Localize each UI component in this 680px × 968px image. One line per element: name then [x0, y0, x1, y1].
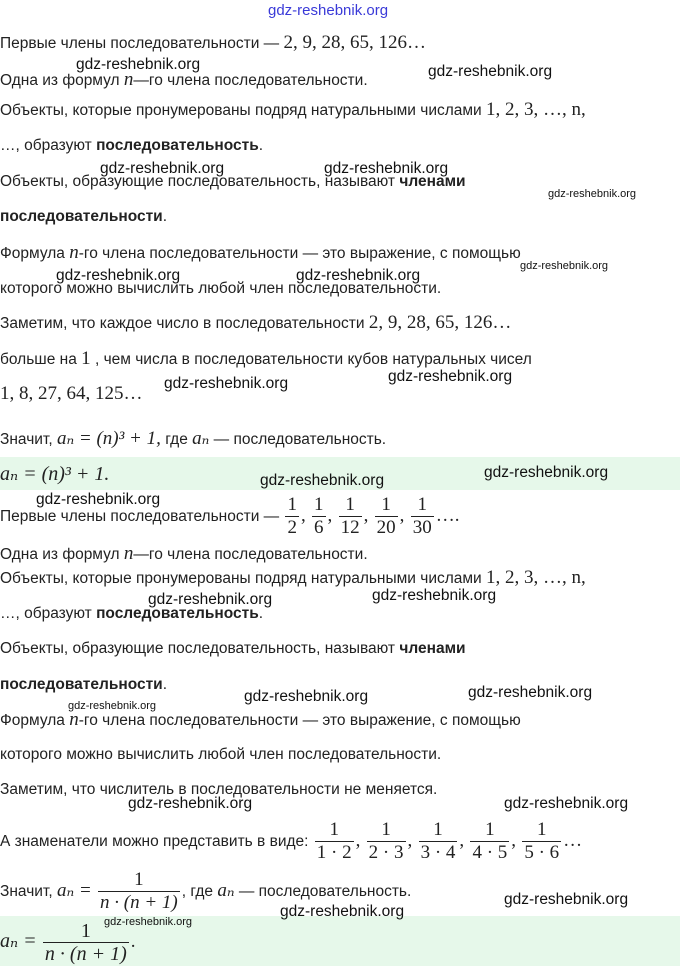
formula-one-line-2: Одна из формул n—го члена последовательности.: [0, 543, 368, 564]
watermark: gdz-reshebnik.org: [260, 472, 385, 489]
sequence-definition-line: …, образуют последовательность.: [0, 137, 264, 154]
nth-formula-line-b: Формула n-го члена последовательности — это выражение, с помощью: [0, 709, 521, 730]
nth-formula-line-b2: которого можно вычислить любой член последовательности.: [0, 746, 442, 763]
watermark: gdz-reshebnik.org: [520, 260, 609, 272]
watermark: gdz-reshebnik.org: [468, 684, 593, 701]
sequence-values: 2, 9, 28, 65, 126…: [283, 32, 426, 53]
more-by-one-line: больше на 1 , чем числа в последовательности кубов натуральных чисел: [0, 348, 532, 369]
fraction-2: $\frac{1}{6}$: [314, 494, 324, 539]
watermark: gdz-reshebnik.org: [56, 267, 181, 284]
watermark: gdz-reshebnik.org: [484, 464, 609, 481]
watermark: gdz-reshebnik.org: [128, 795, 253, 812]
watermark: gdz-reshebnik.org: [36, 491, 161, 508]
note-line: Заметим, что каждое число в последовательности 2, 9, 28, 65, 126…: [0, 312, 512, 333]
first-members-line: Первые члены последовательности — 2, 9, 28, 65, 126…: [0, 32, 426, 53]
watermark: gdz-reshebnik.org: [148, 591, 273, 608]
fraction-3: $\frac{1}{12}$: [340, 494, 360, 539]
members-definition-line-2: последовательности.: [0, 208, 168, 225]
watermark: gdz-reshebnik.org: [324, 160, 449, 177]
fraction-4: $\frac{1}{20}$: [376, 494, 396, 539]
watermark: gdz-reshebnik.org: [244, 688, 369, 705]
members-definition-line-b: Объекты, образующие последовательность, называют членами: [0, 640, 466, 657]
watermark: gdz-reshebnik.org: [504, 795, 629, 812]
den-fraction-3: $\frac{1}{3 \cdot 4}$: [420, 819, 456, 864]
watermark-top: gdz-reshebnik.org: [268, 2, 389, 19]
watermark: gdz-reshebnik.org: [504, 891, 629, 908]
objects-line-2: Объекты, которые пронумерованы подряд натуральными числами 1, 2, 3, …, n,: [0, 567, 586, 588]
answer-fraction: $\frac{1}{n \cdot (n + 1)}$: [44, 920, 127, 966]
fraction-5: $\frac{1}{30}$: [412, 494, 432, 539]
objects-line: Объекты, которые пронумерованы подряд натуральными числами 1, 2, 3, …, n,: [0, 99, 586, 120]
watermark: gdz-reshebnik.org: [548, 188, 637, 200]
therefore-fraction: $\frac{1}{n \cdot (n + 1)}$: [100, 869, 178, 914]
answer-formula-1: aₙ = (n)³ + 1.: [0, 463, 110, 485]
denominators-line: А знаменатели можно представить в виде: $\frac{1}{1 \cdot 2}$ , $\frac{1}{2 \cdot 3}$ , $\frac{1}{3 \cdot 4}$ , $\frac{1}{4 \cdot 5}$ , $\frac{1}{5 \cdot 6}$ …: [0, 819, 583, 864]
watermark: gdz-reshebnik.org: [68, 700, 157, 712]
members-definition-line: Объекты, образующие последовательность, называют членами: [0, 173, 466, 190]
den-fraction-1: $\frac{1}{1 \cdot 2}$: [316, 819, 352, 864]
watermark: gdz-reshebnik.org: [388, 368, 513, 385]
watermark: gdz-reshebnik.org: [296, 267, 421, 284]
fraction-1: $\frac{1}{2}$: [287, 494, 297, 539]
members-definition-line-b2: последовательности.: [0, 676, 168, 693]
formula-one-line: Одна из формул n—го члена последовательности.: [0, 69, 368, 90]
answer-formula-2: aₙ = $\frac{1}{n \cdot (n + 1)}$ .: [0, 920, 136, 966]
den-fraction-5: $\frac{1}{5 \cdot 6}$: [524, 819, 560, 864]
cubes-line: 1, 8, 27, 64, 125…: [0, 383, 143, 404]
watermark: gdz-reshebnik.org: [372, 587, 497, 604]
watermark: gdz-reshebnik.org: [76, 56, 201, 73]
sequence-definition-line-2: …, образуют последовательность.: [0, 605, 264, 622]
watermark: gdz-reshebnik.org: [104, 916, 193, 928]
watermark: gdz-reshebnik.org: [280, 903, 405, 920]
nth-formula-line-2: которого можно вычислить любой член последовательности.: [0, 280, 442, 297]
den-fraction-4: $\frac{1}{4 \cdot 5}$: [472, 819, 508, 864]
therefore-line: Значит, aₙ = (n)³ + 1, где aₙ — последовательность.: [0, 428, 387, 449]
watermark: gdz-reshebnik.org: [164, 375, 289, 392]
nth-formula-line: Формула n-го члена последовательности — это выражение, с помощью: [0, 242, 521, 263]
numerator-note-line: Заметим, что числитель в последовательности не меняется.: [0, 781, 438, 798]
watermark: gdz-reshebnik.org: [428, 63, 553, 80]
therefore-line-2: Значит, aₙ = $\frac{1}{n \cdot (n + 1)}$ , где aₙ — последовательность.: [0, 869, 412, 914]
first-members-line-2: Первые члены последовательности — $\frac{1}{2}$ , $\frac{1}{6}$ , $\frac{1}{12}$ , $\frac{1}{20}$ , $\frac{1}{30}$ ….: [0, 494, 460, 539]
den-fraction-2: $\frac{1}{2 \cdot 3}$: [368, 819, 404, 864]
watermark: gdz-reshebnik.org: [100, 160, 225, 177]
